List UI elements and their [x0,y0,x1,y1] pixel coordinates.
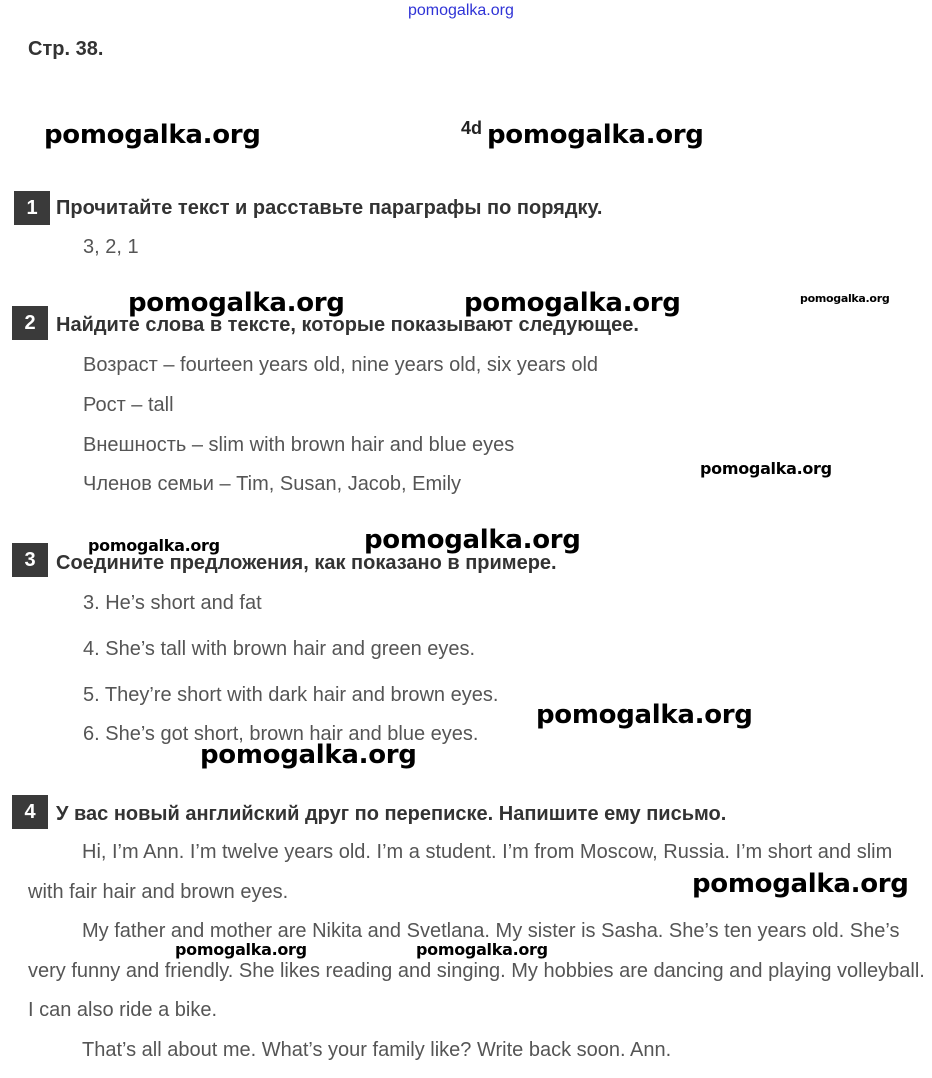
exercise-3-answer-4: 4. She’s tall with brown hair and green eyes. [83,638,476,660]
watermark: pomogalka.org [416,940,548,959]
page-reference: Стр. 38. [28,38,104,60]
watermark: pomogalka.org [536,700,753,730]
watermark: pomogalka.org [88,536,220,555]
letter-paragraph: Hi, I’m Ann. I’m twelve years old. I’m a student. I’m from Moscow, Russia. I’m short and slim with fair hair and brown eyes. [28,841,893,903]
exercise-2-answer-family: Членов семьи – Tim, Susan, Jacob, Emily [83,473,462,495]
exercise-1-number: 1 [14,191,50,225]
exercise-3-instruction: Соедините предложения, как показано в примере. [56,552,557,574]
watermark: pomogalka.org [487,120,704,150]
exercise-2-answer-appearance: Внешность – slim with brown hair and blue eyes [83,434,515,456]
watermark: pomogalka.org [464,288,681,318]
watermark: pomogalka.org [692,869,909,899]
exercise-3-answer-5: 5. They’re short with dark hair and brown eyes. [83,684,499,706]
exercise-4-number: 4 [12,795,48,829]
exercise-2-number: 2 [12,306,48,340]
watermark: pomogalka.org [175,940,307,959]
exercise-1-answer: 3, 2, 1 [83,236,139,258]
exercise-3-answer-3: 3. He’s short and fat [83,592,262,614]
watermark: pomogalka.org [800,292,890,305]
exercise-2-answer-age: Возраст – fourteen years old, nine years old, six years old [83,354,599,376]
watermark: pomogalka.org [128,288,345,318]
letter-paragraph: My father and mother are Nikita and Svetlana. My sister is Sasha. She’s ten years old. She’s very funny and friendly. She likes reading and singing. My hobbies are dancing and playing volleyball. I can also ride a bike. [28,920,925,1021]
watermark: pomogalka.org [364,525,581,555]
site-link[interactable]: pomogalka.org [408,2,514,19]
exercise-2-instruction: Найдите слова в тексте, которые показывают следующее. [56,314,639,336]
watermark: pomogalka.org [44,120,261,150]
exercise-3-number: 3 [12,543,48,577]
exercise-1-instruction: Прочитайте текст и расставьте параграфы по порядку. [56,197,603,219]
exercise-4-instruction: У вас новый английский друг по переписке. Напишите ему письмо. [56,803,727,825]
letter-paragraph: That’s all about me. What’s your family like? Write back soon. Ann. [82,1038,672,1061]
exercise-3-answer-6: 6. She’s got short, brown hair and blue eyes. [83,723,479,745]
watermark: pomogalka.org [200,740,417,770]
watermark: pomogalka.org [700,459,832,478]
exercise-2-answer-height: Рост – tall [83,394,174,416]
unit-label: 4d [461,118,483,138]
